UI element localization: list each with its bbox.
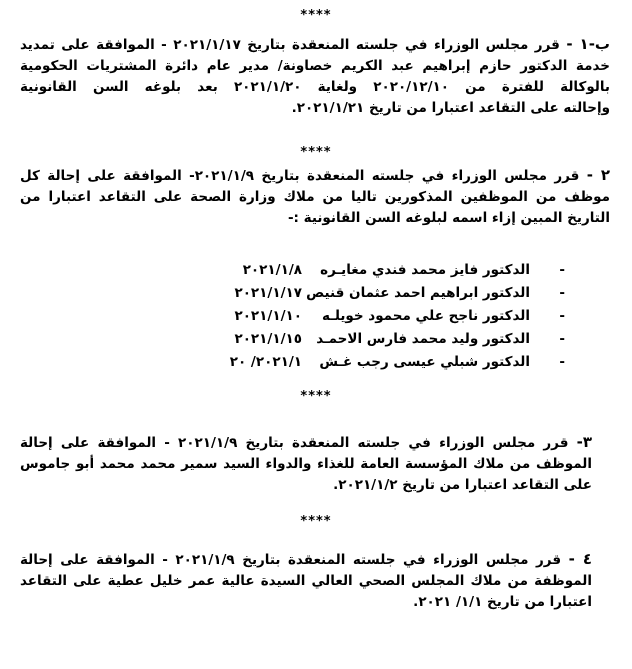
decision-line: اعتبارا من تاريخ ١/١/ ٢٠٢١. xyxy=(413,594,592,610)
list-item xyxy=(205,331,565,354)
decision-line: الموظفة من ملاك المجلس الصحي العالي السيدة عالية عمر خليل عطية على التقاعد xyxy=(20,573,592,589)
separator-stars: **** xyxy=(300,145,332,160)
list-item xyxy=(205,354,565,377)
list-item xyxy=(205,262,565,285)
decision-line: ٢ - قرر مجلس الوزراء في جلسته المنعقدة بتاريخ ٢٠٢١/١/٩- الموافقة على إحالة كل xyxy=(20,166,610,184)
decision-line: بالوكالة للفترة من ٢٠٢٠/١٢/١٠ ولغاية ٢٠٢١/١/٢٠ بعد بلوغه السن القانونية xyxy=(20,79,610,95)
list-bullet: - xyxy=(559,308,565,324)
item-number: ٢ - xyxy=(586,166,610,184)
decision-line: التاريخ المبين إزاء اسمه لبلوغه السن القانونية :- xyxy=(287,210,610,226)
decision-item-3 xyxy=(20,432,592,496)
list-item xyxy=(205,285,565,308)
separator-stars: **** xyxy=(300,514,332,529)
retiree-name: الدكتور فايز محمد فندي مغايـره xyxy=(320,262,530,278)
decision-line: وإحالته على التقاعد اعتبارا من تاريخ ٢٠٢١/١/٢١. xyxy=(291,100,610,116)
decision-item-4 xyxy=(20,549,592,613)
separator-stars: **** xyxy=(300,389,332,404)
item-number: ٤ - xyxy=(568,550,592,568)
retirement-date: ٢٠٢١/١/١٥ xyxy=(234,331,302,347)
decision-line: ٤ - قرر مجلس الوزراء في جلسته المنعقدة بتاريخ ٢٠٢١/١/٩ - الموافقة على إحالة xyxy=(20,550,592,568)
decision-line: على التقاعد اعتبارا من تاريخ ٢٠٢١/١/٢. xyxy=(333,477,592,493)
decision-item-2 xyxy=(20,165,610,229)
list-item xyxy=(205,308,565,331)
decision-item-1 xyxy=(20,34,610,119)
retirement-date: ٢٠٢١/١/٨ xyxy=(242,262,302,278)
list-bullet: - xyxy=(559,262,565,278)
separator-stars: **** xyxy=(300,8,332,23)
item-number: ب-١ - xyxy=(566,35,610,53)
retirement-date: ٢٠٢١/١/١٧ xyxy=(234,285,302,301)
list-bullet: - xyxy=(559,354,565,370)
retiree-name: الدكتور ناجح علي محمود خويلـه xyxy=(322,308,530,324)
retirement-date: ٢٠٢١/١/ ٢٠ xyxy=(229,354,302,370)
retiree-list xyxy=(205,262,565,377)
decision-line: خدمة الدكتور حازم إبراهيم عبد الكريم خصاونة/ مدير عام دائرة المشتريات الحكومية xyxy=(20,58,610,74)
decision-line: موظف من الموظفين المذكورين تاليا من ملاك وزارة الصحة على التقاعد اعتبارا من xyxy=(20,189,610,205)
decision-line: ب-١ - قرر مجلس الوزراء في جلسته المنعقدة بتاريخ ٢٠٢١/١/١٧ - الموافقة على تمديد xyxy=(20,35,610,53)
list-bullet: - xyxy=(559,285,565,301)
retiree-name: الدكتور ابراهيم احمد عثمان قنيص xyxy=(306,285,530,301)
retiree-name: الدكتور شبلي عيسى رجب غـش xyxy=(319,354,530,370)
decision-line: ٣- قرر مجلس الوزراء في جلسته المنعقدة بتاريخ ٢٠٢١/١/٩ - الموافقة على إحالة xyxy=(20,433,592,451)
list-bullet: - xyxy=(559,331,565,347)
decision-line: الموظف من ملاك المؤسسة العامة للغذاء والدواء السيد سمير محمد محمد أبو جاموس xyxy=(20,456,592,472)
retirement-date: ٢٠٢١/١/١٠ xyxy=(234,308,302,324)
item-number: ٣- xyxy=(576,433,592,451)
retiree-name: الدكتور وليد محمد فارس الاحمـد xyxy=(316,331,530,347)
